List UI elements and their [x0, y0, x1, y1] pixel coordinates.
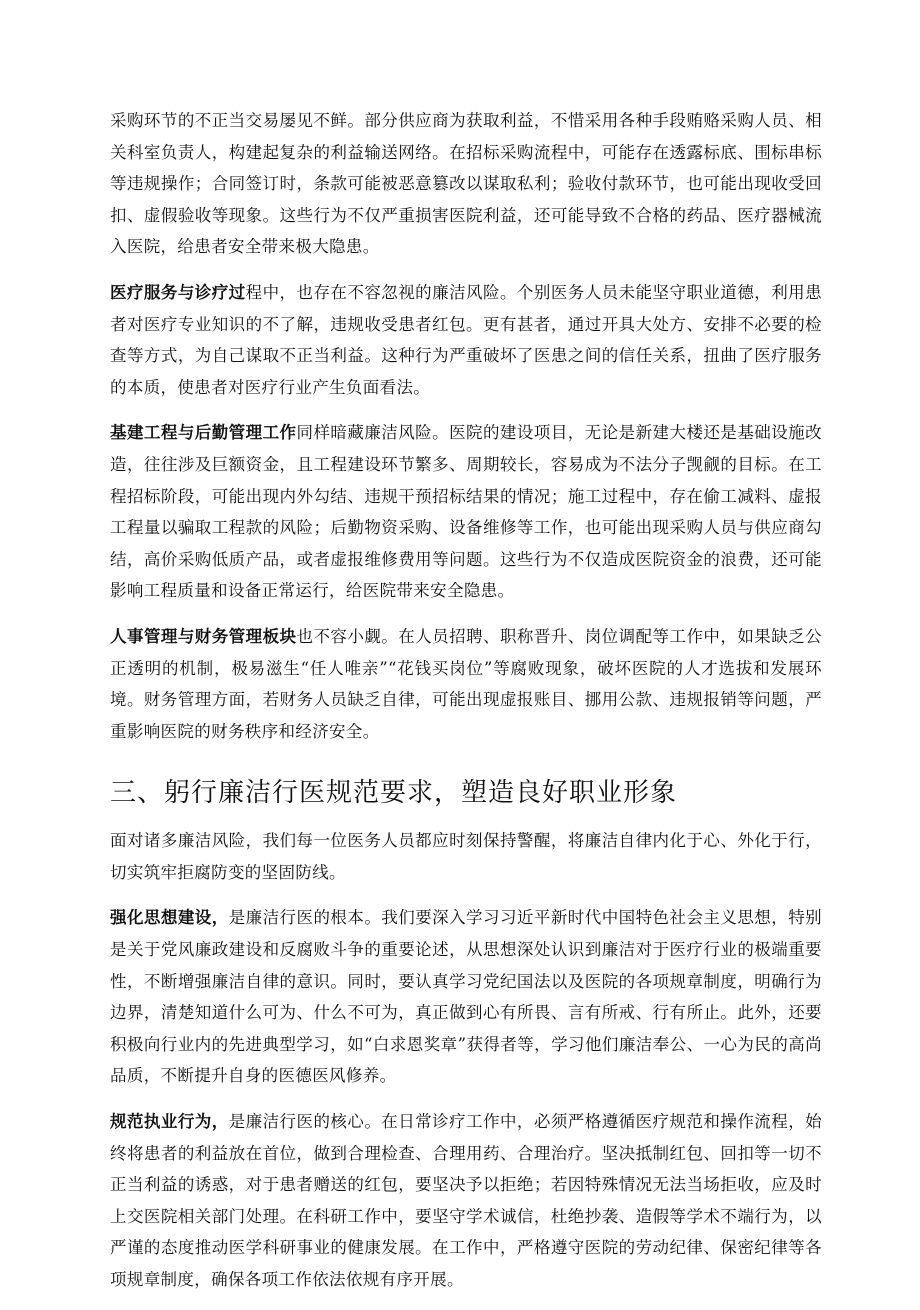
paragraph-lead: 医疗服务与诊疗过: [110, 282, 246, 302]
paragraph-practice: [110, 1106, 822, 1296]
paragraph-text: 程中，也存在不容忽视的廉洁风险。个别医务人员未能坚守职业道德，利用患者对医疗专业知识的不了解，违规收受患者红包。更有甚者，通过开具大处方、安排不必要的检查等方式，为自己谋取不正当利益。这种行为严重破坏了医患之间的信任关系，扭曲了医疗服务的本质，使患者对医疗行业产生负面看法。: [110, 282, 822, 397]
section-heading: 三、躬行廉洁行医规范要求，塑造良好职业形象: [110, 778, 678, 809]
paragraph-infrastructure: [110, 417, 822, 607]
paragraph-text: 同样暗藏廉洁风险。医院的建设项目，无论是新建大楼还是基础设施改造，往往涉及巨额资金，且工程建设环节繁多、周期较长，容易成为不法分子觊觎的目标。在工程招标阶段，可能出现内外勾结、违规干预招标结果的情况；施工过程中，存在偷工减料、虚报工程量以骗取工程款的风险；后勤物资采购、设备维修等工作，也可能出现采购人员与供应商勾结，高价采购低质产品，或者虚报维修费用等问题。这些行为不仅造成医院资金的浪费，还可能影响工程质量和设备正常运行，给医院带来安全隐患。: [110, 423, 822, 601]
paragraph-intro: [110, 825, 822, 888]
paragraph-lead: 强化思想建设，: [110, 908, 229, 928]
paragraph-lead: 规范执业行为，: [110, 1112, 229, 1132]
paragraph-lead: 人事管理与财务管理板块: [110, 626, 297, 646]
paragraph-medical-service: [110, 277, 822, 403]
paragraph-procurement: [110, 105, 822, 263]
paragraph-text: 也不容小觑。在人员招聘、职称晋升、岗位调配等工作中，如果缺乏公正透明的机制，极易滋生“任人唯亲”“花钱买岗位”等腐败现象，破坏医院的人才选拔和发展环境。财务管理方面，若财务人员缺乏自律，可能出现虚报账目、挪用公款、违规报销等问题，严重影响医院的财务秩序和经济安全。: [110, 626, 822, 741]
paragraph-text: 是廉洁行医的根本。我们要深入学习习近平新时代中国特色社会主义思想，特别是关于党风廉政建设和反腐败斗争的重要论述，从思想深处认识到廉洁对于医疗行业的极端重要性，不断增强廉洁自律的意识。同时，要认真学习党纪国法以及医院的各项规章制度，明确行为边界，清楚知道什么可为、什么不可为，真正做到心有所畏、言有所戒、行有所止。此外，还要积极向行业内的先进典型学习，如“白求恩奖章”获得者等，学习他们廉洁奉公、一心为民的高尚品质，不断提升自身的医德医风修养。: [110, 908, 823, 1086]
paragraph-text: 是廉洁行医的核心。在日常诊疗工作中，必须严格遵循医疗规范和操作流程，始终将患者的利益放在首位，做到合理检查、合理用药、合理治疗。坚决抵制红包、回扣等一切不正当利益的诱惑，对于患者赠送的红包，要坚决予以拒绝；若因特殊情况无法当场拒收，应及时上交医院相关部门处理。在科研工作中，要坚守学术诚信，杜绝抄袭、造假等学术不端行为，以严谨的态度推动医学科研事业的健康发展。在工作中，严格遵守医院的劳动纪律、保密纪律等各项规章制度，确保各项工作依法依规有序开展。: [110, 1112, 823, 1289]
paragraph-lead: 基建工程与后勤管理工作: [110, 423, 297, 443]
document-page: [110, 105, 822, 1310]
paragraph-hr-finance: [110, 621, 822, 747]
paragraph-text: 面对诸多廉洁风险，我们每一位医务人员都应时刻保持警醒，将廉洁自律内化于心、外化于行，切实筑牢拒腐防变的坚固防线。: [110, 831, 822, 882]
paragraph-text: 采购环节的不正当交易屡见不鲜。部分供应商为获取利益，不惜采用各种手段贿赂采购人员、相关科室负责人，构建起复杂的利益输送网络。在招标采购流程中，可能存在透露标底、围标串标等违规操作；合同签订时，条款可能被恶意篡改以谋取私利；验收付款环节，也可能出现收受回扣、虚假验收等现象。这些行为不仅严重损害医院利益，还可能导致不合格的药品、医疗器械流入医院，给患者安全带来极大隐患。: [110, 111, 822, 257]
paragraph-ideology: [110, 902, 822, 1092]
